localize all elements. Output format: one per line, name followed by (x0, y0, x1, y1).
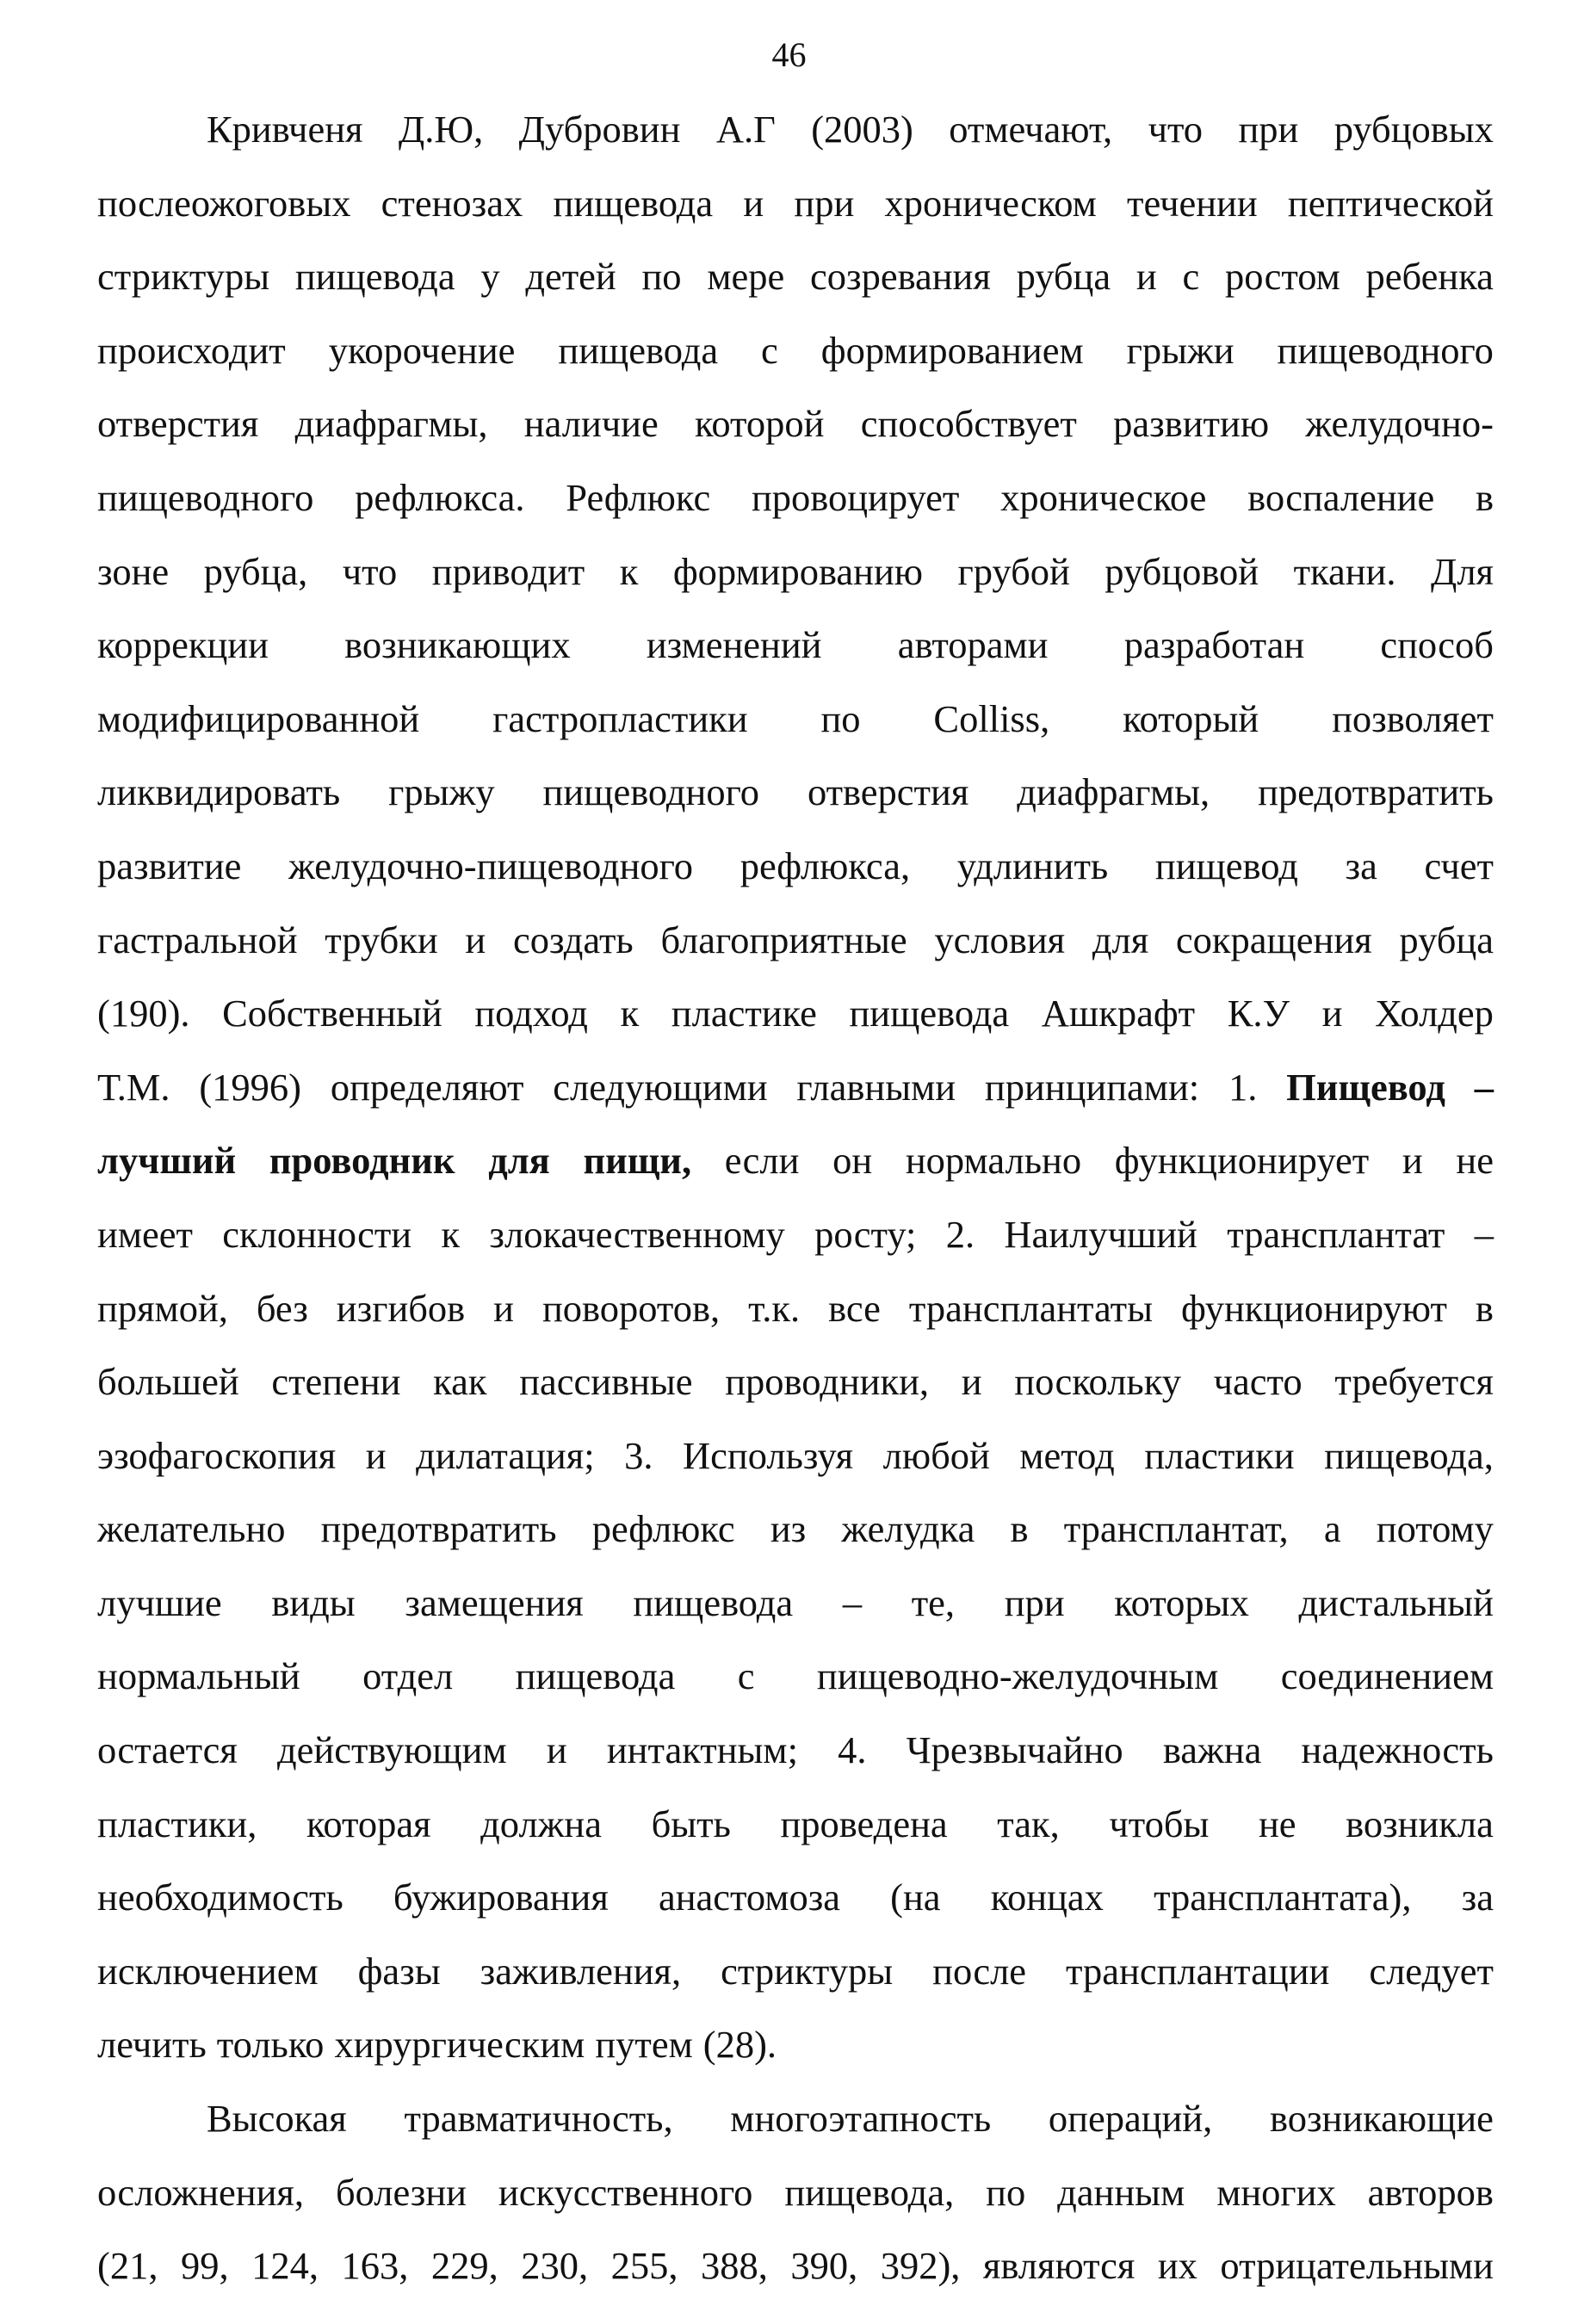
text-line: ликвидировать грыжу пищеводного отверстия диафрагмы, предотвратить (97, 770, 1494, 814)
text-line: нормальный отдел пищевода с пищеводно-желудочным соединением (97, 1654, 1494, 1698)
text-line: (21, 99, 124, 163, 229, 230, 255, 388, 390, 392), являются их отрицательными (97, 2244, 1494, 2288)
text-line: Т.М. (1996) определяют следующими главными принципами: 1. Пищевод – (97, 1065, 1494, 1109)
text-line: пластики, которая должна быть проведена так, чтобы не возникла (97, 1802, 1494, 1845)
text-line: модифицированной гастропластики по Colliss, который позволяет (97, 696, 1494, 740)
text-line: эзофагоскопия и дилатация; 3. Используя любой метод пластики пищевода, (97, 1433, 1494, 1477)
text-line: пищеводного рефлюкса. Рефлюкс провоцирует хроническое воспаление в (97, 475, 1494, 519)
page-number: 46 (771, 35, 807, 74)
text-line: стриктуры пищевода у детей по мере созревания рубца и с ростом ребенка (97, 255, 1494, 299)
text-line: лучший проводник для пищи, если он нормально функционирует и не (97, 1139, 1494, 1183)
text-line: исключением фазы заживления, стриктуры после трансплантации следует (97, 1949, 1494, 1993)
text-line: коррекции возникающих изменений авторами разработан способ (97, 623, 1494, 667)
text-body (97, 93, 1494, 2303)
paragraph (97, 93, 1494, 2082)
text-line: лучшие виды замещения пищевода – те, при которых дистальный (97, 1580, 1494, 1624)
text-line: лечить только хирургическим путем (28). (97, 2023, 777, 2067)
text-line: развитие желудочно-пищеводного рефлюкса, удлинить пищевод за счет (97, 844, 1494, 887)
text-line: Кривченя Д.Ю, Дубровин А.Г (2003) отмечают, что при рубцовых (207, 108, 1494, 151)
text-line: имеет склонности к злокачественному росту; 2. Наилучший трансплантат – (97, 1212, 1494, 1256)
text-line: желательно предотвратить рефлюкс из желудка в трансплантат, а потому (97, 1507, 1494, 1551)
text-line: зоне рубца, что приводит к формированию грубой рубцовой ткани. Для (97, 549, 1494, 593)
text-line: осложнения, болезни искусственного пищевода, по данным многих авторов (97, 2170, 1494, 2214)
text-line: Высокая травматичность, многоэтапность операций, возникающие (207, 2097, 1494, 2141)
text-line: происходит укорочение пищевода с формированием грыжи пищеводного (97, 328, 1494, 372)
text-line: остается действующим и интактным; 4. Чрезвычайно важна надежность (97, 1728, 1494, 1772)
text-line: большей степени как пассивные проводники, и поскольку часто требуется (97, 1360, 1494, 1404)
text-line: послеожоговых стенозах пищевода и при хроническом течении пептической (97, 181, 1494, 225)
text-line: прямой, без изгибов и поворотов, т.к. все трансплантаты функционируют в (97, 1286, 1494, 1330)
text-line: необходимость бужирования анастомоза (на концах трансплантата), за (97, 1876, 1494, 1919)
paragraph (97, 2082, 1494, 2303)
text-line: отверстия диафрагмы, наличие которой способствует развитию желудочно- (97, 402, 1494, 446)
text-line: (190). Собственный подход к пластике пищевода Ашкрафт К.У и Холдер (97, 992, 1494, 1035)
text-line: гастральной трубки и создать благоприятные условия для сокращения рубца (97, 918, 1494, 961)
